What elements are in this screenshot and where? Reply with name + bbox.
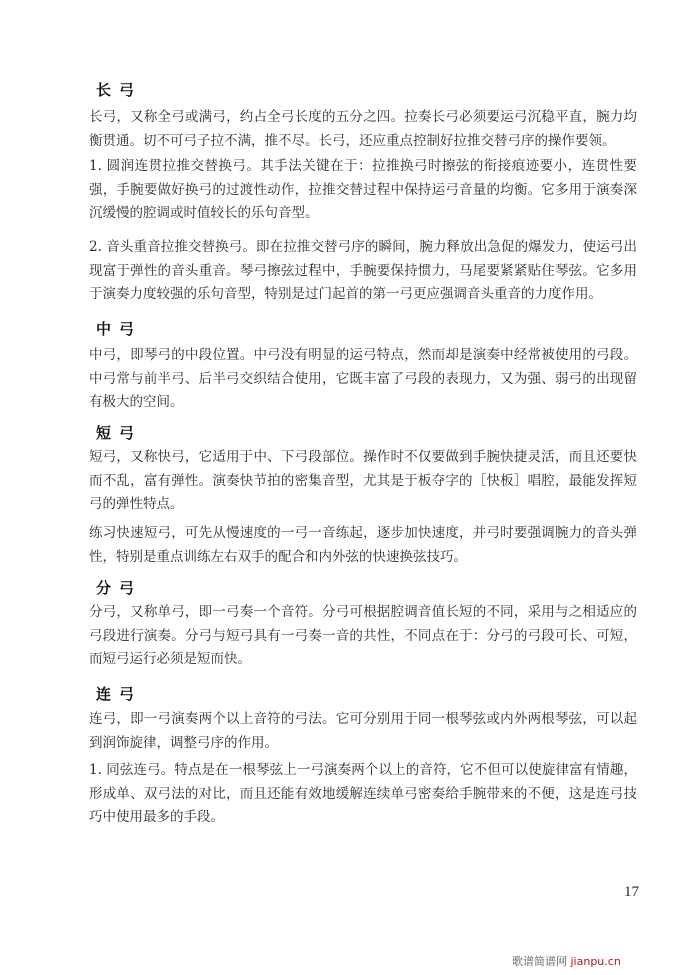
watermark-site-name: 歌谱简谱网: [512, 955, 567, 968]
section-heading-middle-bow: 中弓: [96, 320, 143, 338]
page-number: 17: [624, 884, 639, 900]
watermark-url: jianpu.cn: [570, 955, 621, 968]
watermark: [512, 953, 621, 969]
section-heading-long-bow: 长弓: [96, 81, 143, 99]
paragraph-long-bow-method-1: 1. 圆润连贯拉推交替换弓。其手法关键在于：拉推换弓时擦弦的衔接痕迹要小，连贯性要强，手腕要做好换弓的过渡性动作，拉推交替过程中保持运弓音量的均衡。它多用于演奏深沉缓慢的腔调或时值较长的乐句音型。: [89, 158, 637, 221]
section-heading-slur-bow: 连弓: [96, 685, 143, 703]
paragraph-long-bow-method-2: 2. 音头重音拉推交替换弓。即在拉推交替弓序的瞬间，腕力释放出急促的爆发力，使运弓出现富于弹性的音头重音。琴弓擦弦过程中，手腕要保持惯力，马尾要紧紧贴住琴弦。它多用于演奏力度较强的乐句音型，特别是过门起首的第一弓更应强调音头重音的力度作用。: [89, 239, 637, 302]
paragraph-slur-bow-intro: 连弓，即一弓演奏两个以上音符的弓法。它可分别用于同一根琴弦或内外两根琴弦，可以起到润饰旋律，调整弓序的作用。: [89, 711, 637, 751]
paragraph-short-bow-practice: 练习快速短弓，可先从慢速度的一弓一音练起，逐步加快速度，并弓时要强调腕力的音头弹性，特别是重点训练左右双手的配合和内外弦的快速换弦技巧。: [89, 525, 637, 565]
paragraph-middle-bow: 中弓，即琴弓的中段位置。中弓没有明显的运弓特点，然而却是演奏中经常被使用的弓段。中弓常与前半弓、后半弓交织结合使用，它既丰富了弓段的表现力，又为强、弱弓的出现留有极大的空间。: [89, 347, 637, 410]
paragraph-separate-bow: 分弓，又称单弓，即一弓奏一个音符。分弓可根据腔调音值长短的不同，采用与之相适应的弓段进行演奏。分弓与短弓具有一弓奏一音的共性，不同点在于：分弓的弓段可长、可短，而短弓运行必须是短而快。: [89, 604, 637, 667]
paragraph-long-bow-intro: 长弓，又称全弓或满弓，约占全弓长度的五分之四。拉奏长弓必须要运弓沉稳平直，腕力均衡贯通。切不可弓子拉不满，推不尽。长弓，还应重点控制好拉推交替弓序的操作要领。: [89, 109, 637, 149]
section-heading-separate-bow: 分弓: [96, 579, 143, 597]
section-heading-short-bow: 短弓: [96, 424, 143, 442]
paragraph-short-bow-intro: 短弓，又称快弓，它适用于中、下弓段部位。操作时不仅要做到手腕快捷灵活，而且还要快而不乱，富有弹性。演奏快节拍的密集音型，尤其是于板夺字的［快板］唱腔，最能发挥短弓的弹性特点。: [89, 449, 637, 512]
paragraph-slur-bow-same-string: 1. 同弦连弓。特点是在一根琴弦上一弓演奏两个以上的音符，它不但可以使旋律富有情趣，形成单、双弓法的对比，而且还能有效地缓解连续单弓密奏给手腕带来的不便，这是连弓技巧中使用最多的手段。: [89, 762, 637, 825]
